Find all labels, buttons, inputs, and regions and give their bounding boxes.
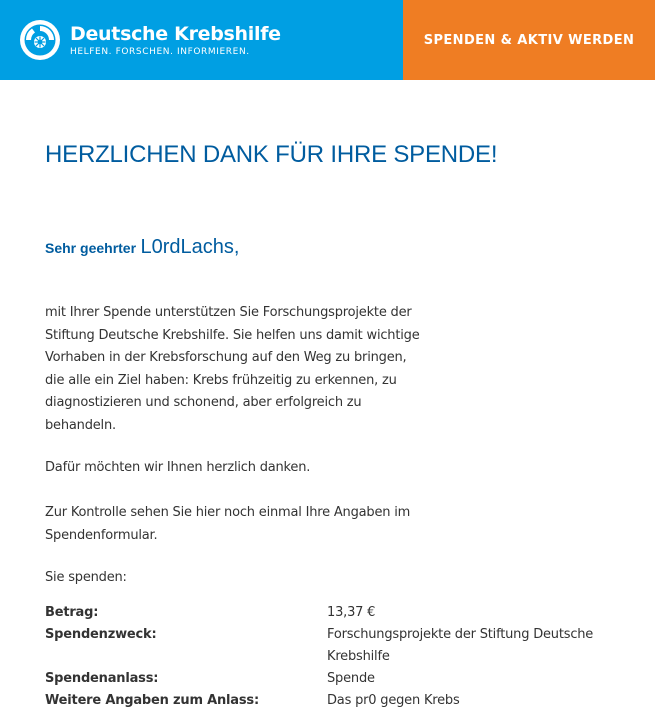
detail-value: Spende: [327, 671, 375, 686]
brand-name: Deutsche Krebshilfe: [70, 22, 281, 45]
sun-logo-icon: [18, 18, 62, 62]
intro-paragraph: mit Ihrer Spende unterstützen Sie Forschungsprojekte der Stiftung Deutsche Krebshilfe. Sie helfen uns damit wichtige Vorhaben in der Krebsforschung auf den Weg zu bringen, die alle ein Ziel haben: Krebs frühzeitig zu erkennen, zu diagnostizieren und schonend, aber erfolgreich zu behandeln.: [45, 305, 420, 433]
donate-engage-button[interactable]: SPENDEN & AKTIV WERDEN: [403, 0, 655, 80]
detail-value: Forschungsprojekte der Stiftung Deutsche Krebshilfe: [327, 627, 594, 664]
page-title: HERZLICHEN DANK FÜR IHRE SPENDE!: [45, 141, 498, 168]
greeting-name: L0rdLachs,: [140, 236, 240, 258]
detail-label: Spendenzweck:: [45, 627, 157, 642]
detail-row-amount: [45, 602, 605, 624]
detail-value: Das pr0 gegen Krebs: [327, 693, 460, 708]
brand-tagline: HELFEN. FORSCHEN. INFORMIEREN.: [70, 46, 250, 57]
brand-text: [70, 23, 281, 58]
review-paragraph: Zur Kontrolle sehen Sie hier noch einmal Ihre Angaben im Spendenformular.: [45, 505, 411, 543]
detail-label: Betrag:: [45, 605, 99, 620]
detail-value: 13,37 €: [327, 605, 376, 620]
thanks-paragraph: Dafür möchten wir Ihnen herzlich danken.: [45, 460, 311, 475]
greeting-salutation: Sehr geehrter: [45, 240, 137, 256]
donation-details: [45, 602, 605, 712]
detail-row-occasion-info: [45, 690, 605, 712]
donation-intro: Sie spenden:: [45, 570, 127, 585]
brand-home-link[interactable]: [0, 0, 403, 80]
detail-row-purpose: [45, 624, 605, 668]
detail-label: Weitere Angaben zum Anlass:: [45, 693, 259, 708]
greeting: [45, 236, 239, 259]
site-header: [0, 0, 655, 80]
detail-row-occasion: [45, 668, 605, 690]
detail-label: Spendenanlass:: [45, 671, 159, 686]
